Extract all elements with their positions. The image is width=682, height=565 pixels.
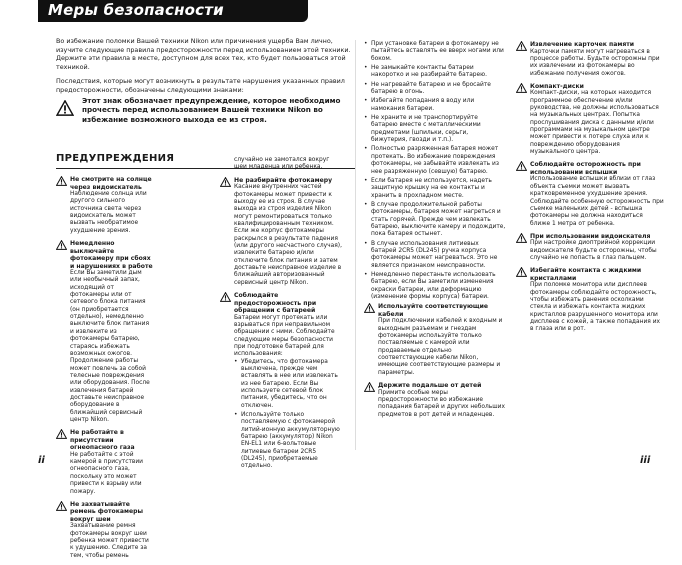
warning-title: Не разбирайте фотокамеру [234, 176, 333, 184]
warning-body: Карточки памяти могут нагреваться в процессе работы. Будьте осторожны при их извлечении из фотокамеры во избежание получения ожогов. [530, 48, 660, 77]
bullet-item: • При установке батареи в фотокамеру не пытайтесь вставлять ее вверх ногами или боком. [364, 41, 506, 63]
warning-body: Наблюдение солнца или другого сильного источника света через видоискатель может вызвать необратимое ухудшение зрения. [70, 191, 147, 234]
warning-body: Не работайте с этой камерой в присутствии огнеопасного газа, поскольку это может привести к взрыву или пожару. [70, 451, 143, 495]
warning-triangle-icon [220, 177, 231, 187]
warning-triangle-icon [516, 41, 527, 51]
warning-title: Не захватывайте ремень фотокамеры вокруг шеи [70, 500, 143, 523]
warning-item [56, 240, 154, 424]
warning-body: Примите особые меры предосторожности во избежание попадания батарей и других небольших предметов в рот детей и младенцев. [378, 389, 505, 418]
bullet-item: • Убедитесь, что фотокамера выключена, прежде чем вставлять в нее или извлекать из нее батарею. Если Вы используете сетевой блок питания, убедитесь, что он отключен. [234, 359, 342, 410]
bullet-item: • Полностью разряженная батарея может протекать. Во избежание повреждения фотокамеры, не забывайте извлекать из нее разряженную (севшую) батарею. [364, 146, 506, 175]
warning-title: Избегайте контакта с жидкими кристаллами [530, 267, 642, 282]
warning-title: Соблюдайте осторожность при использовании вспышки [530, 161, 641, 176]
page-gutter [355, 40, 356, 450]
warning-item [516, 161, 664, 227]
intro-paragraph: Последствия, которые могут возникнуть в результате нарушения указанных правил предосторожности, обозначены следующими знаками: [56, 77, 345, 94]
page-number-right: iii [640, 455, 651, 466]
column-1 [56, 176, 154, 565]
warning-triangle-icon [56, 176, 67, 186]
notice-text: Этот знак обозначает предупреждение, которое необходимо прочесть перед использованием Вашей техники Nikon во избежание возможного выхода ее из строя. [82, 96, 341, 124]
warning-title: Соблюдайте предосторожность при обращении с батареей [234, 292, 317, 314]
warning-body: Если Вы заметили дым или необычный запах, исходящий от фотокамеры или от сетевого блока питания (он приобретается отдельно), немедленно выключите блок питания и извлеките из фотокамеры батарею, стараясь избежать возможных ожогов. Продолжение работы может повлечь за собой телесные повреждения или оборудования. После извлечения батарей доставьте неисправное оборудование в ближайший сервисный центр Nikon. [70, 270, 150, 423]
warning-body: Батареи могут протекать или взрываться при неправильном обращении с ними. Соблюдайте следующие меры безопасности при подготовке батарей для использования: [234, 314, 335, 358]
section-title-bar [38, 0, 308, 22]
warning-title: Держите подальше от детей [378, 382, 482, 390]
bullet-item: • В случае продолжительной работы фотокамеры, батарея может нагреться и стать горячей. Прежде чем извлекать батарею, выключите камеру и подождите, пока батарея остынет. [364, 202, 506, 239]
page-number-left: ii [38, 455, 45, 466]
warning-item [516, 41, 664, 78]
warning-title: Не работайте в присутствии огнеопасного газа [70, 429, 135, 452]
warning-item [516, 267, 664, 333]
column-4 [516, 41, 664, 339]
warning-title: Не смотрите на солнце через видоискатель [70, 176, 152, 191]
warning-triangle-icon [56, 100, 74, 116]
warning-item [56, 176, 154, 235]
warning-title: Используйте соответствующие кабели [378, 303, 489, 318]
warning-title: Компакт-диски [530, 82, 584, 90]
warning-body: Захватывание ремня фотокамеры вокруг шеи ребенка может привести к удушению. Следите за тем, чтобы ремень [70, 523, 149, 559]
warning-triangle-icon [56, 501, 67, 511]
warning-item [56, 429, 154, 496]
warning-triangle-icon [516, 267, 527, 277]
warning-title: Извлечение карточек памяти [530, 41, 635, 48]
bullet-item: • Избегайте попадания в воду или намокания батареи. [364, 98, 506, 113]
battery-bullets [234, 359, 342, 471]
continued-text: случайно не замотался вокруг шеи младенца или ребенка. [234, 157, 330, 171]
warning-triangle-icon [220, 292, 231, 302]
bullet-item: • В случае использования литиевых батарей 2CR5 (DL245) ручка корпуса фотокамеры может нагреваться. Это не является признаком неисправности. [364, 241, 506, 270]
warning-body: При настройке диоптрийной коррекции видоискателя будьте осторожны, чтобы случайно не попасть в глаз пальцем. [530, 240, 657, 262]
column-3 [364, 41, 506, 424]
battery-bullets-continued [364, 41, 506, 301]
warning-item [220, 177, 342, 287]
warning-item [220, 292, 342, 471]
warning-item [364, 303, 506, 377]
bullet-item: • Не замыкайте контакты батареи накоротко и не разбирайте батарею. [364, 65, 506, 80]
warning-triangle-icon [364, 303, 375, 313]
intro-paragraph: Во избежание поломки Вашей техники Nikon или причинения ущерба Вам лично, изучите следующие правила предосторожности перед использованием этой техники. Держите эти правила в месте, доступном для всех тех, кто будет пользоваться этой техникой. [56, 37, 351, 71]
warning-title: Немедленно выключайте фотокамеру при сбоях и нарушениях в работе [70, 240, 153, 270]
intro-text [56, 37, 356, 101]
warning-triangle-icon [56, 429, 67, 439]
bullet-item: • Не храните и не транспортируйте батарею вместе с металлическими предметами (шпильки, серьги, бижутерия, гвозди и т.п.). [364, 115, 506, 144]
warning-item [56, 501, 154, 560]
warning-body: Использование вспышки вблизи от глаз объекта съемки может вызвать кратковременное ухудшение зрения. Соблюдайте особенную осторожность при съемке маленьких детей - вспышка фотокамеры не должна находиться ближе 1 метра от ребенка. [530, 176, 664, 227]
warning-item [516, 233, 664, 263]
warning-item [364, 382, 506, 419]
warning-title: При использовании видоискателя [530, 232, 651, 240]
warning-triangle-icon [56, 240, 67, 250]
bullet-item: • Немедленно перестаньте использовать батарею, если Вы заметили изменения окраски батареи, или деформацию (изменение формы корпуса) батареи. [364, 272, 506, 301]
bullet-item: • Если батарея не используется, надеть защитную крышку на ее контакты и хранить в прохладном месте. [364, 178, 506, 200]
bullet-item: • Используйте только поставляемую с фотокамерой литий-ионную аккумуляторную батарею (аккумулятор) Nikon EN-EL1 или 6-вольтовые литиевые батареи 2CR5 (DL245), приобретаемые отдельно. [234, 412, 342, 471]
warning-triangle-icon [364, 382, 375, 392]
warning-triangle-icon [516, 161, 527, 171]
warning-body: Компакт-диски, на которых находится программное обеспечение и/или руководства, не должны использоваться на музыкальных центрах. Попытка прослушивания диска с данными и/или программами на музыкальном центре может привести к потере слуха или к повреждению оборудования музыкального центра. [530, 90, 659, 156]
warnings-heading: ПРЕДУПРЕЖДЕНИЯ [56, 153, 175, 164]
warning-triangle-icon [516, 233, 527, 243]
warning-body: При подключении кабелей к входным и выходным разъемам и гнездам фотокамеры используйте только поставляемые с камерой или продаваемые отдельно соответствующие кабели Nikon, имеющие соответствующие размеры и параметры. [378, 318, 503, 376]
warning-body: Касание внутренних частей фотокамеры может привести к выходу ее из строя. В случае выхода из строя изделия Nikon могут ремонтироваться только квалифицированным техником. Если же корпус фотокамеры раскрылся в результате падения (или другого несчастного случая), извлеките батарею и/или отключите блок питания и затем доставьте неисправное изделие в ближайший авторизованный сервисный центр Nikon. [234, 184, 342, 286]
page-title: Меры безопасности [48, 1, 224, 19]
warning-body: При поломке монитора или дисплеев фотокамеры соблюдайте осторожность, чтобы избежать ранения осколками стекла и избежать контакта жидких кристаллов разрушенного монитора или дисплеев с кожей, а также попадания их в глаза или в рот. [530, 282, 661, 333]
column-2 [220, 157, 342, 476]
bullet-item: • Не нагревайте батарею и не бросайте батарею в огонь. [364, 82, 506, 97]
warning-triangle-icon [516, 83, 527, 93]
warning-item [516, 83, 664, 157]
